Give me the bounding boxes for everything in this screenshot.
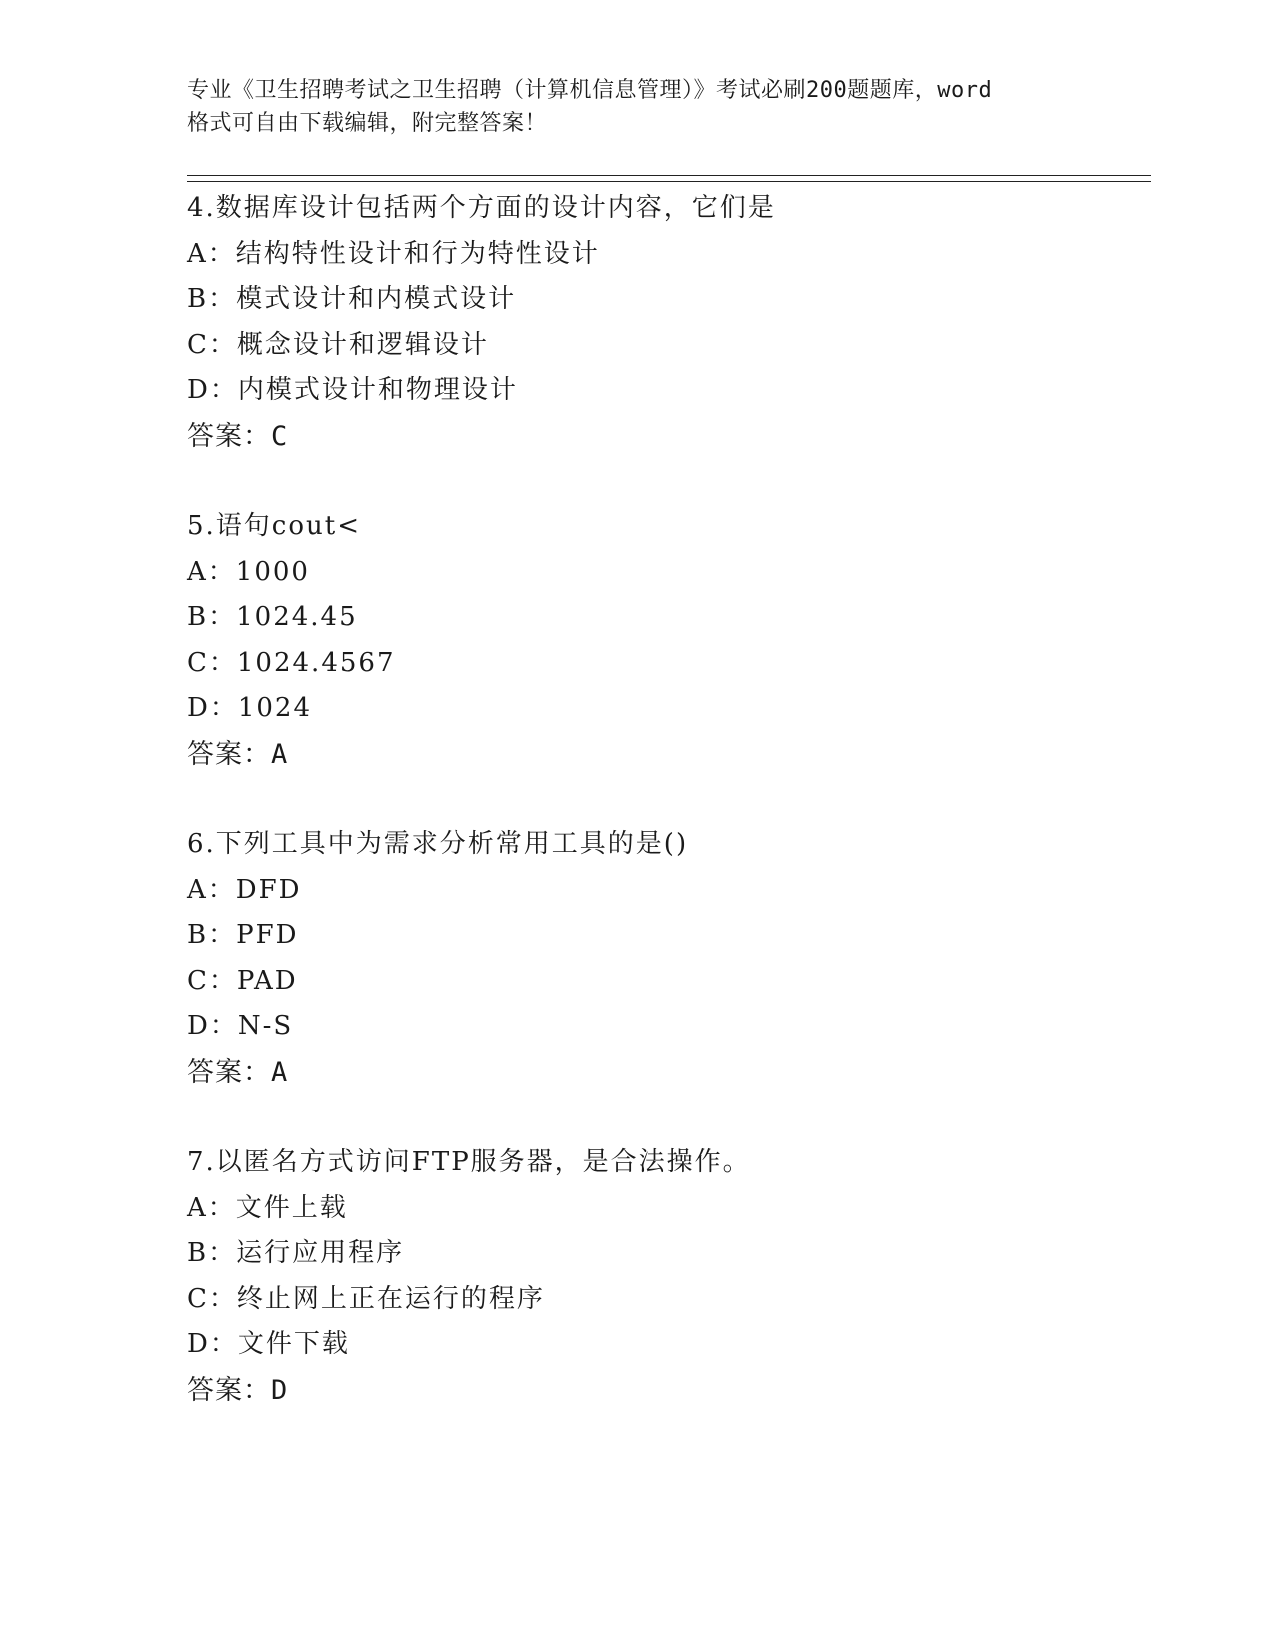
header-line-1: 专业《卫生招聘考试之卫生招聘（计算机信息管理）》考试必刷200题题库，word: [187, 78, 993, 103]
option-a: A：DFD: [187, 874, 302, 905]
question-block: [187, 1140, 1147, 1413]
option-b: B：1024.45: [187, 602, 358, 632]
question-block: [187, 186, 1147, 459]
answer-label: 答案：D: [187, 1374, 289, 1406]
option-c: C：概念设计和逻辑设计: [187, 329, 489, 360]
answer-label: 答案：A: [187, 1056, 289, 1088]
option-d: D：1024: [187, 693, 313, 723]
question-block: [187, 504, 1147, 777]
option-d: D：内模式设计和物理设计: [187, 375, 518, 405]
option-a: A：结构特性设计和行为特性设计: [187, 238, 600, 269]
question-stem: 6.下列工具中为需求分析常用工具的是(): [187, 829, 689, 859]
option-a: A：文件上载: [187, 1192, 348, 1223]
question-stem: 7.以匿名方式访问FTP服务器，是合法操作。: [187, 1147, 751, 1177]
option-c: C：终止网上正在运行的程序: [187, 1283, 545, 1314]
answer-label: 答案：A: [187, 738, 289, 770]
option-d: D：文件下载: [187, 1329, 350, 1359]
option-b: B：模式设计和内模式设计: [187, 284, 517, 314]
header-divider-bottom: [187, 181, 1151, 182]
question-stem: 4.数据库设计包括两个方面的设计内容，它们是: [187, 193, 776, 223]
option-a: A：1000: [187, 556, 310, 587]
option-c: C：PAD: [187, 965, 298, 996]
answer-label: 答案：C: [187, 420, 289, 452]
option-b: B：PFD: [187, 920, 299, 950]
option-b: B：运行应用程序: [187, 1238, 405, 1268]
option-d: D：N-S: [187, 1011, 294, 1041]
question-block: [187, 822, 1147, 1095]
document-header: [187, 74, 1087, 140]
option-c: C：1024.4567: [187, 647, 396, 678]
question-stem: 5.语句cout<: [187, 511, 362, 541]
header-divider-top: [187, 175, 1151, 176]
header-line-2: 格式可自由下载编辑，附完整答案！: [187, 111, 548, 136]
